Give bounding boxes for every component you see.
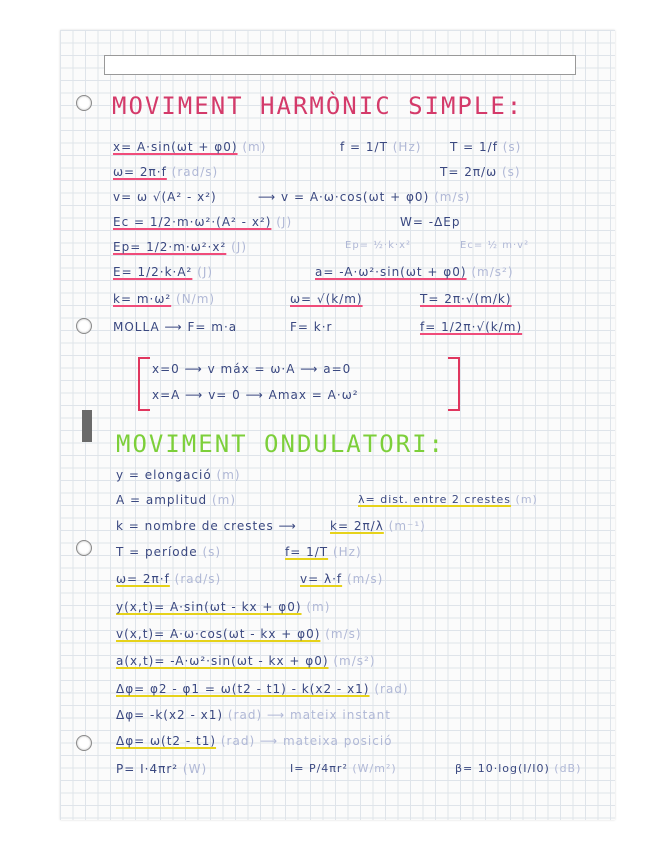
ond-line: A = amplitud (m) <box>116 493 237 507</box>
title-ondulatori: MOVIMENT ONDULATORI: <box>116 430 445 458</box>
mhs-line: T = 1/f (s) <box>450 140 522 154</box>
mhs-line: a= -A·ω²·sin(ωt + φ0) (m/s²) <box>315 265 514 279</box>
ond-line: λ= dist. entre 2 crestes (m) <box>358 493 538 506</box>
ond-line: a(x,t)= -A·ω²·sin(ωt - kx + φ0) (m/s²) <box>116 654 376 668</box>
binder-hole-icon <box>76 540 92 556</box>
binder-hole-icon <box>76 318 92 334</box>
mhs-line: W= -ΔEp <box>400 215 461 229</box>
ond-line: T = període (s) <box>116 545 222 559</box>
mhs-line: T= 2π·√(m/k) <box>420 292 512 306</box>
page-edge-tab <box>82 410 92 442</box>
mhs-line: F= k·r <box>290 320 333 334</box>
ond-line: Δφ= φ2 - φ1 = ω(t2 - t1) - k(x2 - x1) (rad) <box>116 682 409 696</box>
mhs-line: T= 2π/ω (s) <box>440 165 521 179</box>
ond-line: I= P/4πr² (W/m²) <box>290 762 397 775</box>
ond-line: Δφ= ω(t2 - t1) (rad) ⟶ mateixa posició <box>116 734 393 748</box>
mhs-line: MOLLA ⟶ F= m·a <box>113 320 238 334</box>
ond-line: P= I·4πr² (W) <box>116 762 208 776</box>
mhs-line: x= A·sin(ωt + φ0) (m) <box>113 140 267 154</box>
mhs-line: E= 1/2·k·A² (J) <box>113 265 214 279</box>
bracket-right <box>448 357 460 411</box>
ond-line: k= 2π/λ (m⁻¹) <box>330 519 426 533</box>
mhs-line: Ep= 1/2·m·ω²·x² (J) <box>113 240 248 254</box>
mhs-line: v= ω √(A² - x²) <box>113 190 217 204</box>
mhs-line: k= m·ω² (N/m) <box>113 292 216 306</box>
mhs-line: f= 1/2π·√(k/m) <box>420 320 523 334</box>
ond-line: v= λ·f (m/s) <box>300 572 384 586</box>
header-box <box>104 55 576 75</box>
title-mhs: MOVIMENT HARMÒNIC SIMPLE: <box>112 92 524 120</box>
mhs-line: Ep= ½·k·x² <box>345 240 411 251</box>
ond-line: v(x,t)= A·ω·cos(ωt - kx + φ0) (m/s) <box>116 627 362 641</box>
binder-hole-icon <box>76 735 92 751</box>
ond-line: Δφ= -k(x2 - x1) (rad) ⟶ mateix instant <box>116 708 391 722</box>
mhs-line: Ec= ½ m·v² <box>460 240 530 251</box>
mhs-line: ⟶ v = A·ω·cos(ωt + φ0) (m/s) <box>258 190 471 204</box>
mhs-line: ω= 2π·f (rad/s) <box>113 165 219 179</box>
box-row-2: x=A ⟶ v= 0 ⟶ Amax = A·ω² <box>152 388 359 402</box>
ond-line: k = nombre de crestes ⟶ <box>116 519 297 533</box>
mhs-line: ω= √(k/m) <box>290 292 363 306</box>
ond-line: y(x,t)= A·sin(ωt - kx + φ0) (m) <box>116 600 331 614</box>
mhs-line: Ec = 1/2·m·ω²·(A² - x²) (J) <box>113 215 293 229</box>
box-row-1: x=0 ⟶ v máx = ω·A ⟶ a=0 <box>152 362 352 376</box>
mhs-line: f = 1/T (Hz) <box>340 140 422 154</box>
ond-line: f= 1/T (Hz) <box>285 545 362 559</box>
bracket-left <box>138 357 150 411</box>
ond-line: ω= 2π·f (rad/s) <box>116 572 222 586</box>
ond-line: y = elongació (m) <box>116 468 241 482</box>
binder-hole-icon <box>76 95 92 111</box>
ond-line: β= 10·log(I/I0) (dB) <box>455 762 582 775</box>
